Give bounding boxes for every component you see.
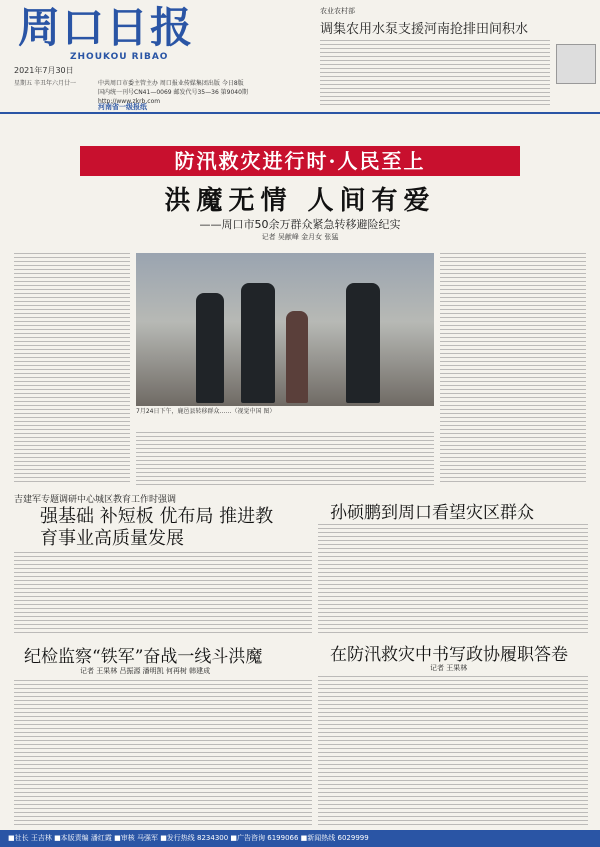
story-byline: 记者 王果林 吕振源 潘明凯 何再树 韩建成: [80, 667, 211, 675]
footer-text: ■社长 王吉林 ■本版责编 潘红霞 ■审核 马强军 ■发行热线 8234300 ■广告咨询 6199066 ■新闻热线 6029999: [8, 834, 369, 842]
story-headline: 孙硕鹏到周口看望灾区群众: [330, 503, 534, 523]
top-story-headline: 调集农用水泵支援河南抢排田间积水: [320, 22, 529, 37]
lead-byline: 记者 吴献峰 金月女 张猛: [261, 233, 339, 241]
lunar-text: 辛丑年六月廿一: [33, 80, 76, 87]
lead-headline: 洪魔无情 人间有爱: [164, 186, 436, 216]
date-text: 2021年7月30日: [14, 66, 74, 75]
lead-body-left: [14, 253, 130, 485]
masthead-rule: [0, 112, 600, 114]
lead-subheadline: ——周口市50余万群众紧急转移避险纪实: [199, 218, 401, 231]
story-headline: 在防汛救灾中书写政协履职答卷: [330, 645, 568, 665]
issue-date: [14, 65, 74, 76]
story-body: [318, 676, 588, 826]
weekday-lunar: [14, 78, 76, 87]
publisher-text: 中共周口市委主管主办 周口报业传媒集团出版 今日8版: [98, 80, 244, 87]
photo-figure: [241, 283, 275, 403]
story-body: [14, 680, 312, 826]
issue-text: 国内统一刊号CN41—0069 邮发代号35—36 第9040期 http://www.zkrb.com: [98, 89, 248, 105]
weekday-text: 星期五: [14, 80, 33, 87]
story-kicker: 吉建军专题调研中心城区教育工作时强调: [14, 495, 177, 505]
lead-photo: [136, 253, 434, 406]
photo-figure: [196, 293, 224, 403]
lead-photo-caption: 7月24日下午，鹿邑县转移群众……（视觉中国 图）: [136, 408, 276, 415]
story-headline: 强基础 补短板 优布局 推进教育事业高质量发展: [40, 506, 274, 549]
lead-body-right: [440, 253, 586, 485]
footer-bar: [0, 830, 600, 847]
story-body: [14, 552, 312, 634]
masthead-title: 周口日报: [18, 3, 195, 52]
section-label: 农业农村部: [320, 7, 355, 15]
lead-banner: 防汛救灾进行时·人民至上: [80, 146, 520, 176]
lead-body-center: [136, 432, 434, 485]
story-headline: 纪检监察“铁军”奋战一线斗洪魔: [24, 647, 263, 667]
masthead-pinyin: ZHOUKOU RIBAO: [70, 52, 169, 62]
top-story-body: [320, 40, 550, 108]
qr-code: [556, 44, 596, 84]
story-byline: 记者 王果林: [430, 664, 468, 672]
photo-figure: [286, 311, 308, 403]
story-body: [318, 524, 588, 634]
agency-tag: 河南省一级报纸: [98, 103, 147, 111]
photo-figure: [346, 283, 380, 403]
